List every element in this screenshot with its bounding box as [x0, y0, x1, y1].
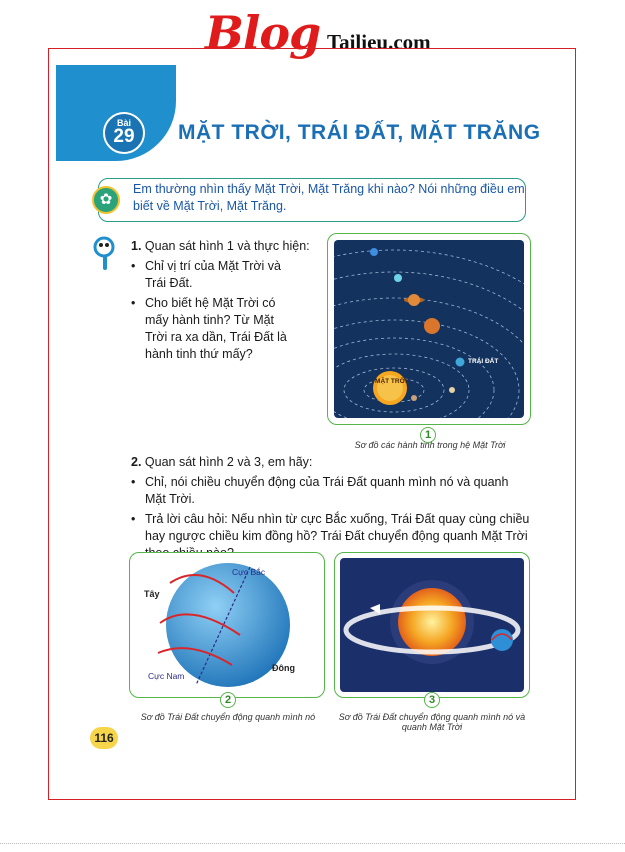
- q2-bullet: • Chỉ, nói chiều chuyển động của Trái Đất quanh mình nó và quanh Mặt Trời.: [131, 474, 531, 508]
- sun-label: MẶT TRỜI: [375, 378, 407, 385]
- intro-text: Em thường nhìn thấy Mặt Trời, Mặt Trăng khi nào? Nói những điều em biết về Mặt Trời, Mặt Trăng.: [133, 182, 525, 213]
- discussion-icon: ✿: [92, 186, 120, 214]
- earth-label: TRÁI ĐẤT: [468, 358, 499, 365]
- intro-box: [98, 178, 526, 222]
- figure-3-frame: [334, 552, 530, 698]
- west-label: Tây: [144, 589, 160, 599]
- figure-2-caption: Sơ đồ Trái Đất chuyển động quanh mình nó: [140, 712, 316, 722]
- lesson-title: MẶT TRỜI, TRÁI ĐẤT, MẶT TRĂNG: [178, 121, 541, 144]
- figure-3-caption: Sơ đồ Trái Đất chuyển động quanh mình nó và quanh Mặt Trời: [338, 712, 526, 732]
- q1-heading: Quan sát hình 1 và thực hiện:: [144, 239, 310, 253]
- north-pole-label: Cực Bắc: [232, 567, 266, 577]
- solar-system-diagram: [334, 240, 524, 418]
- figure-2-frame: [129, 552, 325, 698]
- q2-bullet: • Trả lời câu hỏi: Nếu nhìn từ cực Bắc xuống, Trái Đất quay cùng chiều hay ngược chiều kim đồng hồ? Trái Đất chuyển động quanh Mặt Trời: [131, 511, 531, 562]
- figure-1-badge: 1: [420, 427, 436, 443]
- figure-2-badge: 2: [220, 692, 236, 708]
- q1-bullet: • Cho biết hệ Mặt Trời có mấy hành tinh? Từ Mặt Trời ra xa dần, Trái Đất là hành tinh thứ mấy?: [131, 295, 295, 363]
- q1-number: 1.: [131, 239, 142, 253]
- question-1: [131, 238, 321, 363]
- lesson-label: Bài: [116, 118, 131, 128]
- figure-3-badge: 3: [424, 692, 440, 708]
- logo-site-text: Tailieu.com: [327, 30, 431, 54]
- magnifier-icon: [92, 234, 120, 274]
- q1-bullet: • Chỉ vị trí của Mặt Trời và Trái Đất.: [131, 258, 283, 292]
- q2-number: 2.: [131, 455, 142, 469]
- page-number: 116: [90, 727, 118, 749]
- east-label: Đông: [272, 663, 295, 673]
- figure-1-caption: Sơ đồ các hành tinh trong hệ Mặt Trời: [354, 440, 506, 450]
- figure-1-frame: [327, 233, 531, 425]
- logo-blog-text: Blog: [205, 6, 321, 60]
- question-2: [131, 454, 531, 562]
- lesson-badge: [103, 112, 145, 154]
- q2-heading: Quan sát hình 2 và 3, em hãy:: [144, 455, 313, 469]
- footer-divider: [0, 843, 625, 845]
- south-pole-label: Cực Nam: [148, 671, 185, 681]
- lesson-number: 29: [113, 126, 135, 147]
- sun-earth-orbit-diagram: [340, 558, 524, 692]
